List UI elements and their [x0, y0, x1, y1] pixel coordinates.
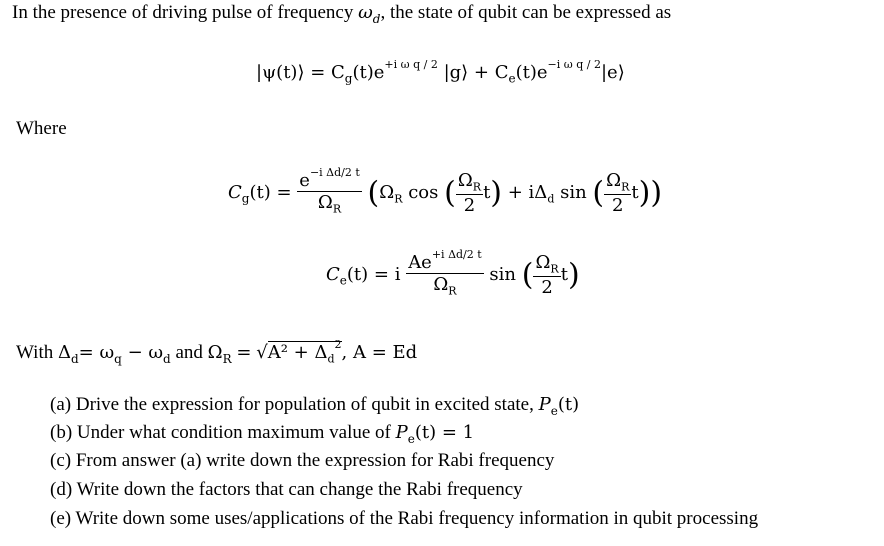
question-e: (e) Write down some uses/applications of the Rabi frequency information in qubit processing	[50, 508, 759, 529]
state-equation: |ψ(t)⟩ = $C_g(t)e^{+i \omega q / 2}$ |g⟩ + $C_e(t)e^{-i \omega q / 2}|e⟩$	[256, 58, 625, 86]
cg-equation: $C_g(t)$ = $\frac{e^{-i \Delta d/2 t}}{\Omega_R}$ ($\Omega_R$ cos ( $\frac{\Omega_R}{2}$ $t) + i\Delta_d$ sin ( $\frac{\Omega_R}{2}$ t))	[228, 166, 663, 216]
question-c: (c) From answer (a) write down the expression for Rabi frequency	[50, 450, 555, 471]
cg-prefactor: $\frac{e^{-i \Delta d/2 t}}{\Omega_R}$	[299, 166, 360, 216]
intro-text: In the presence of driving pulse of frequency $\omega_d$, the state of qubit can be expressed as	[12, 2, 672, 26]
question-d: (d) Write down the factors that can change the Rabi frequency	[50, 479, 523, 500]
question-b: (b) Under what condition maximum value of $P_e(t) = 1$	[50, 422, 475, 446]
where-label: Where	[16, 118, 67, 139]
ce-equation: $C_e(t) = i$ $\frac{Ae^{+i \Delta d/2 t}}{\Omega_R}$ sin ( $\frac{\Omega_R}{2}$ t)	[326, 248, 580, 298]
definition-line: With $\Delta_d= \omega_q - \omega_d$ and $\Omega_R = √A^2 + \Delta_d^2$, A = Ed	[16, 338, 418, 366]
question-a: (a) Drive the expression for population of qubit in excited state, $P_e(t)$	[50, 394, 580, 418]
